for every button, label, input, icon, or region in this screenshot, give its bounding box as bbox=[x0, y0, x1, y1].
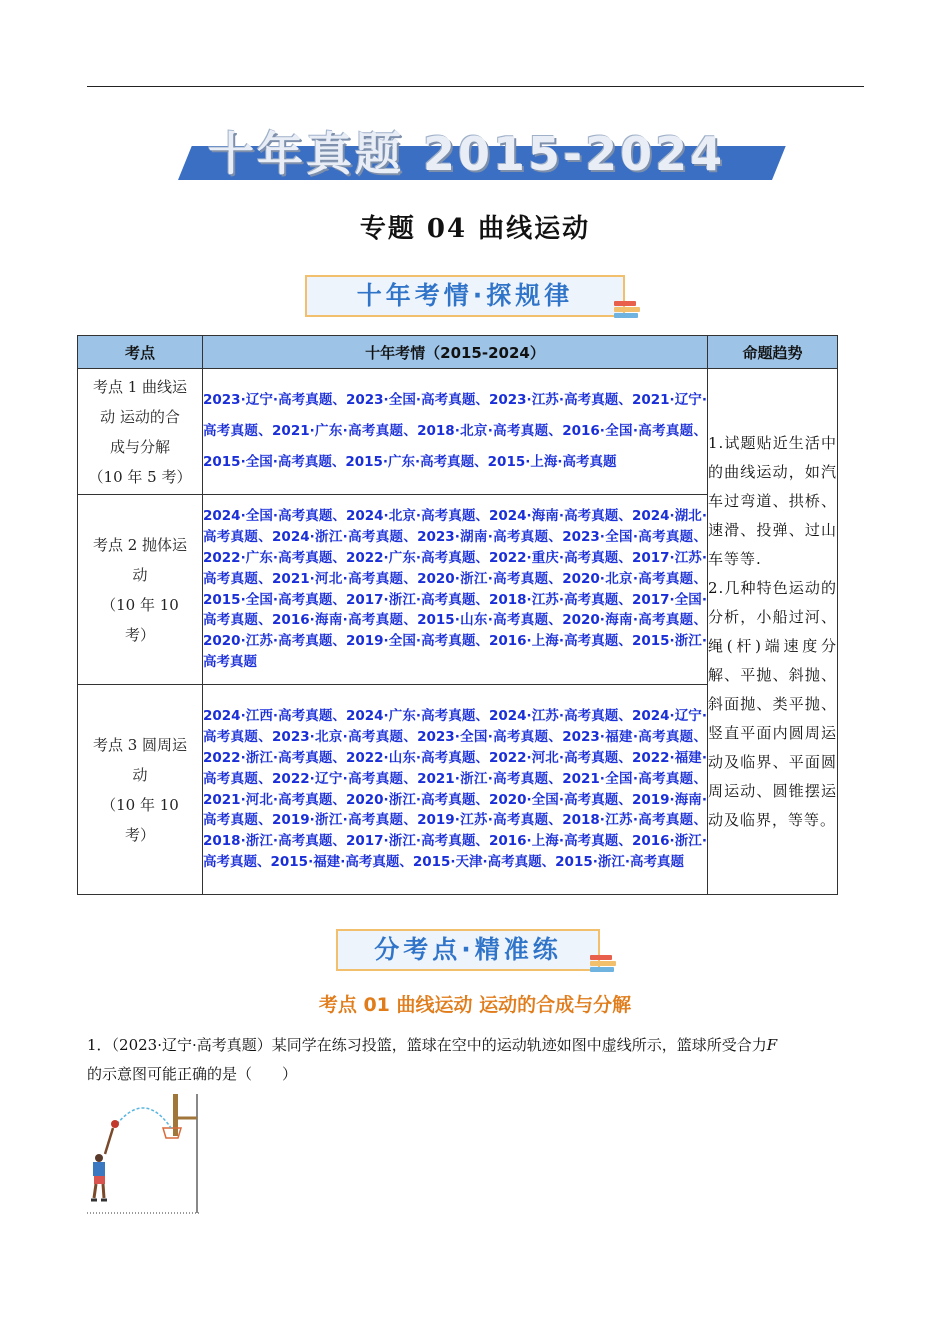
exam-links[interactable]: 2024·江西·高考真题、2024·广东·高考真题、2024·江苏·高考真题、2024·辽宁·高考真题、2023·北京·高考真题、2023·全国·高考真题、2023·福建·高考真题、2022·浙江·高考真题、2022·山东·高考真题、2022·河北·高考真题、2022·福建·高考真题、2022·辽宁·高考真题、2021·浙江·高考真题、2021·全国·高考真题、2021·河北·高考真题、2020·浙江·高考真题、2020·全国·高考真题、2019·海南·高考真题、2019·浙江·高考真题、2019·江苏·高考真题、2018·江苏·高考真题、2018·浙江·高考真题、2017·浙江·高考真题、2016·上海·高考真题、2016·浙江·高考真题、2015·福建·高考真题、2015·天津·高考真题、2015·浙江·高考真题 bbox=[203, 685, 708, 895]
question-text: 某同学在练习投篮，篮球在空中的运动轨迹如图中虚线所示，篮球所受合力 bbox=[271, 1036, 767, 1054]
exam-table bbox=[77, 335, 838, 895]
topic-cell: 考点 3 圆周运 动 （10 年 10 考） bbox=[78, 685, 203, 895]
trend-text: 1.试题贴近生活中的曲线运动，如汽车过弯道、拱桥、速滑、投弹、过山车等等. 2.几种特色运动的分析，小船过河、绳(杆)端速度分解、平抛、斜抛、斜面抛、类平抛、竖直平面内圆周运动及临界、平面圆周运动、圆锥摆运动及临界，等等。 bbox=[708, 433, 837, 829]
trend-cell bbox=[708, 369, 838, 895]
exam-links[interactable]: 2024·全国·高考真题、2024·北京·高考真题、2024·海南·高考真题、2024·湖北·高考真题、2024·浙江·高考真题、2023·湖南·高考真题、2023·全国·高考真题、2022·广东·高考真题、2022·广东·高考真题、2022·重庆·高考真题、2017·江苏·高考真题、2021·河北·高考真题、2020·浙江·高考真题、2020·北京·高考真题、2015·全国·高考真题、2017·浙江·高考真题、2018·江苏·高考真题、2017·全国·高考真题、2016·海南·高考真题、2015·山东·高考真题、2020·海南·高考真题、2020·江苏·高考真题、2019·全国·高考真题、2016·上海·高考真题、2015·浙江·高考真题 bbox=[203, 495, 708, 685]
trajectory bbox=[117, 1108, 171, 1128]
header-rule bbox=[87, 86, 864, 87]
hoop-net bbox=[163, 1128, 181, 1138]
section-heading-trends bbox=[305, 275, 625, 317]
header-years: 十年考情（2015-2024） bbox=[203, 336, 708, 369]
section-heading-label: 分考点·精准练 bbox=[374, 935, 562, 964]
table-row bbox=[78, 369, 838, 495]
topic-cell: 考点 2 抛体运 动 （10 年 10 考） bbox=[78, 495, 203, 685]
kaodian-title: 考点 01 曲线运动 运动的合成与分解 bbox=[318, 994, 632, 1016]
document-title: 专题 04 曲线运动 bbox=[359, 214, 591, 244]
title-banner bbox=[178, 118, 772, 184]
question-1 bbox=[87, 1031, 863, 1089]
header-topic: 考点 bbox=[78, 336, 203, 369]
books-icon bbox=[614, 301, 640, 321]
question-source: （2023·辽宁·高考真题） bbox=[111, 1036, 272, 1054]
section-heading-practice bbox=[336, 929, 600, 971]
backboard bbox=[173, 1094, 178, 1136]
question-number: 1． bbox=[87, 1036, 112, 1054]
header-trend: 命题趋势 bbox=[708, 336, 838, 369]
banner-text: 十年真题 2015-2024 bbox=[208, 127, 726, 181]
table-header-row bbox=[78, 336, 838, 369]
topic-cell: 考点 1 曲线运 动 运动的合 成与分解 （10 年 5 考） bbox=[78, 369, 203, 495]
exam-links[interactable]: 2023·辽宁·高考真题、2023·全国·高考真题、2023·江苏·高考真题、2021·辽宁·高考真题、2021·广东·高考真题、2018·北京·高考真题、2016·全国·高考真题、2015·全国·高考真题、2015·广东·高考真题、2015·上海·高考真题 bbox=[203, 369, 708, 495]
section-heading-label: 十年考情·探规律 bbox=[356, 281, 574, 310]
books-icon bbox=[590, 955, 616, 975]
force-variable: F bbox=[766, 1036, 778, 1054]
player bbox=[91, 1128, 113, 1200]
basketball bbox=[111, 1120, 119, 1128]
question-text-2: 的示意图可能正确的是（ ） bbox=[87, 1065, 298, 1083]
basketball-figure bbox=[85, 1090, 203, 1216]
